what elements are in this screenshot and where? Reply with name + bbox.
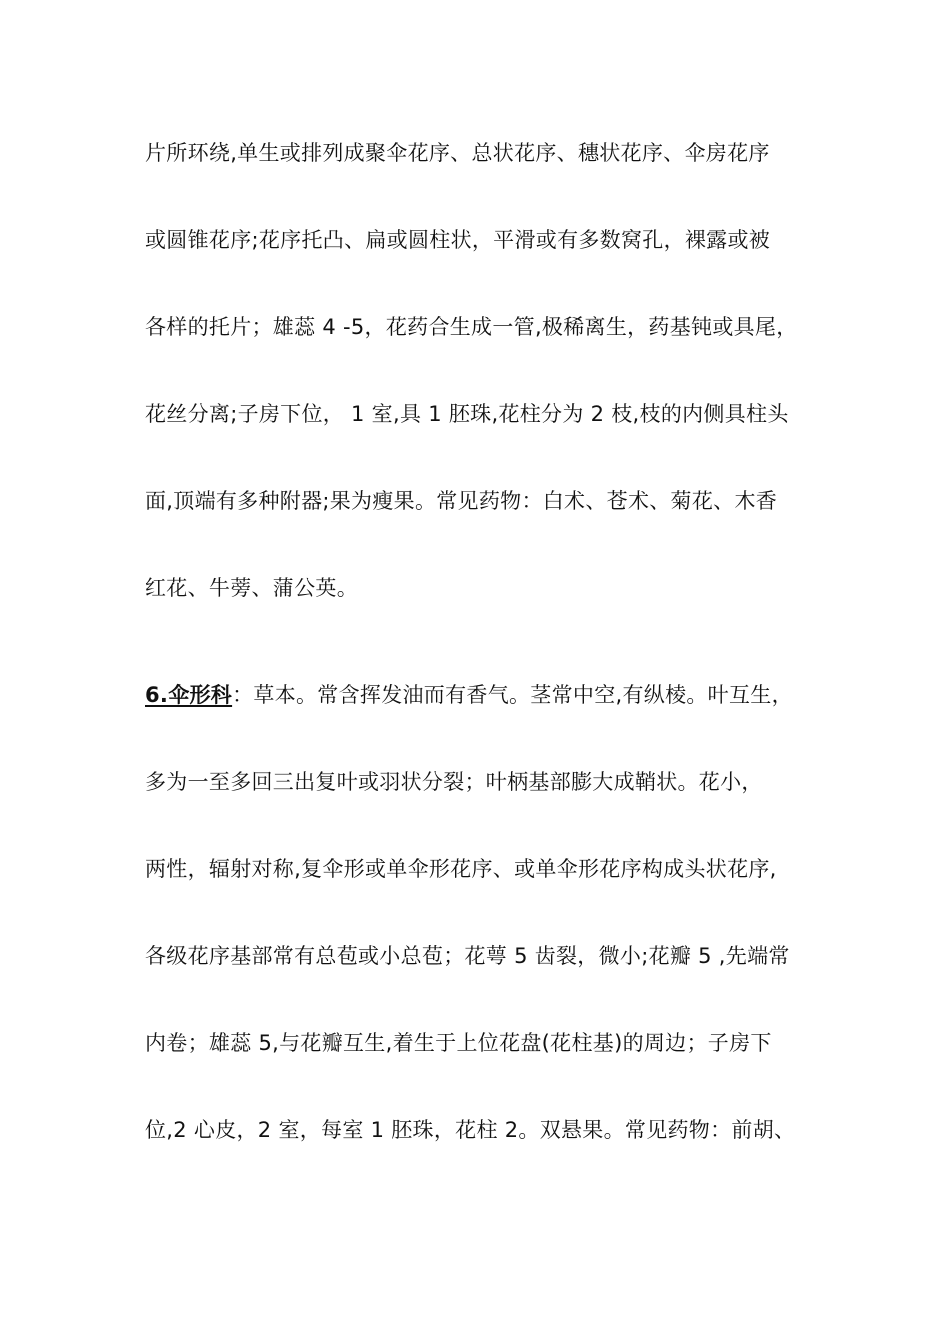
paragraph-line: 或圆锥花序;花序托凸、扁或圆柱状，平滑或有多数窝孔，裸露或被	[145, 228, 771, 252]
section-6-heading: 6.伞形科	[145, 683, 233, 707]
section-6-first-line-text: ：草本。常含挥发油而有香气。茎常中空,有纵棱。叶互生，	[232, 683, 793, 707]
paragraph-line: 多为一至多回三出复叶或羽状分裂；叶柄基部膨大成鞘状。花小，	[145, 770, 763, 794]
paragraph-line: 各样的托片；雄蕊 4 -5，花药合生成一管,极稀离生，药基钝或具尾，	[145, 315, 798, 339]
paragraph-line: 位,2 心皮，2 室，每室 1 胚珠，花柱 2。双悬果。常见药物：前胡、	[145, 1118, 796, 1142]
section-6-first-line	[145, 681, 845, 709]
paragraph-line: 两性，辐射对称,复伞形或单伞形花序、或单伞形花序构成头状花序,	[145, 857, 777, 881]
paragraph-line: 花丝分离;子房下位， 1 室,具 1 胚珠,花柱分为 2 枝,枝的内侧具柱头	[145, 402, 789, 426]
paragraph-line: 各级花序基部常有总苞或小总苞；花萼 5 齿裂，微小;花瓣 5 ,先端常	[145, 944, 790, 968]
paragraph-line: 片所环绕,单生或排列成聚伞花序、总状花序、穗状花序、伞房花序	[145, 141, 770, 165]
paragraph-line: 红花、牛蒡、蒲公英。	[145, 576, 358, 600]
paragraph-line: 内卷；雄蕊 5,与花瓣互生,着生于上位花盘(花柱基)的周边；子房下	[145, 1031, 772, 1055]
paragraph-line: 面,顶端有多种附器;果为瘦果。常见药物：白术、苍术、菊花、木香	[145, 489, 778, 513]
